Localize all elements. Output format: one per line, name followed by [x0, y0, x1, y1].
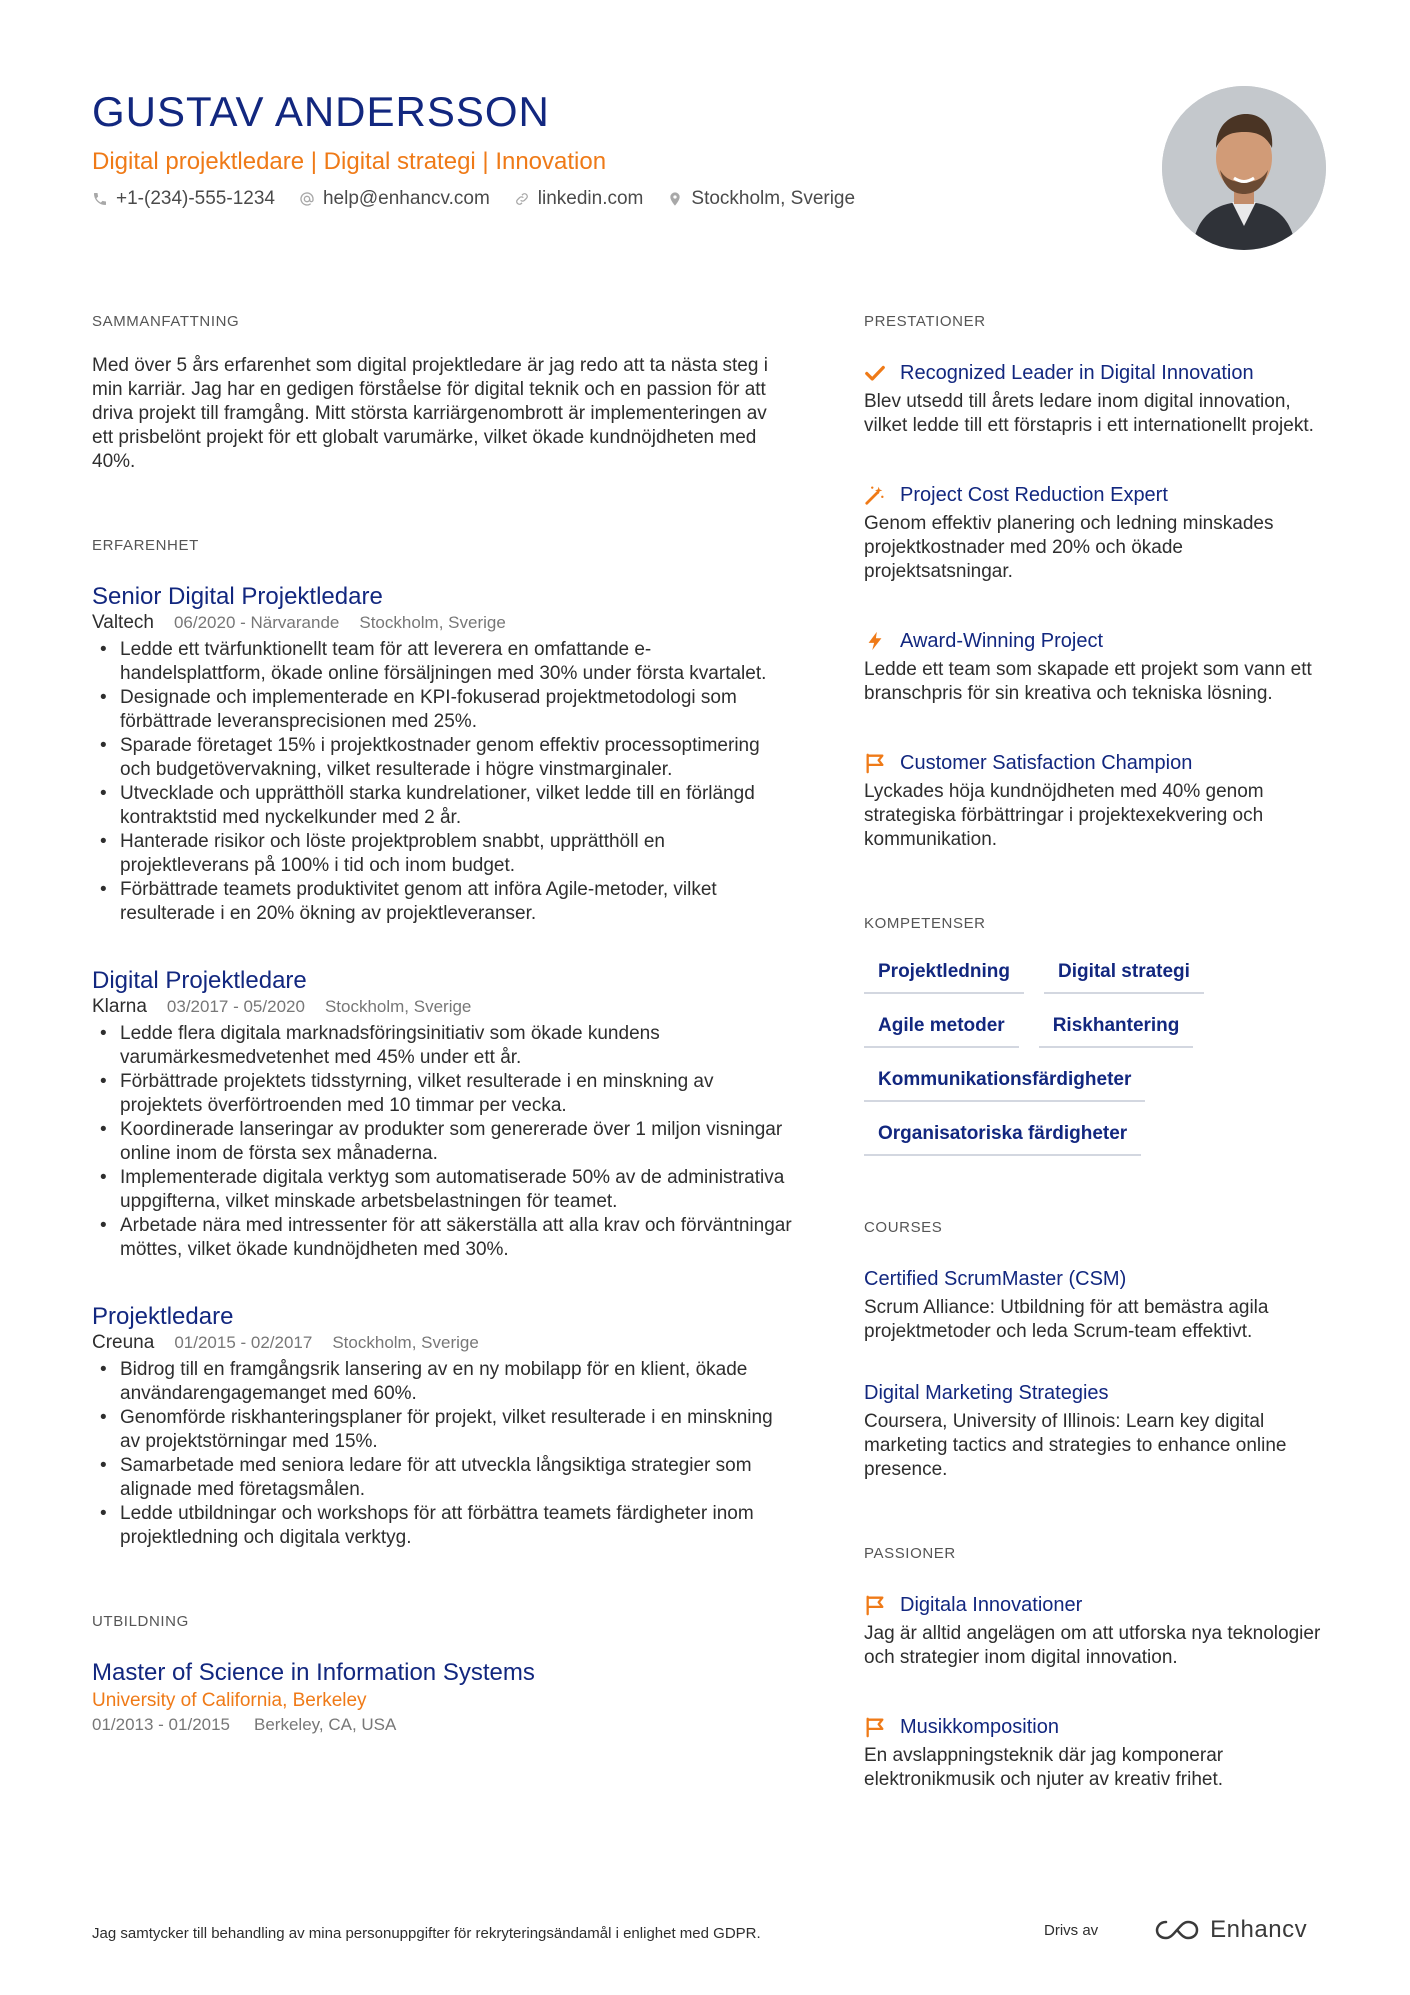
education-section [92, 1612, 792, 1736]
course-title: Certified ScrumMaster (CSM) [864, 1268, 1127, 1290]
job-bullet: • Samarbetade med seniora ledare för att utveckla långsiktiga strategier som alignade med företagsmålen. [92, 1454, 792, 1502]
contact-email[interactable] [299, 186, 490, 212]
contact-linkedin[interactable] [514, 186, 644, 212]
right-column [864, 312, 1324, 1792]
skills-section [864, 914, 1324, 1156]
job-company: Creuna [92, 1332, 155, 1353]
job-entry [92, 966, 792, 1262]
tagline: Digital projektledare | Digital strategi | Innovation [92, 148, 607, 175]
courses-section [864, 1218, 1324, 1482]
job-title: Senior Digital Projektledare [92, 583, 383, 610]
flag-icon [864, 752, 886, 774]
passion-desc: En avslappningsteknik där jag komponerar elektronikmusik och njuter av kreativ frihet. [864, 1745, 1224, 1790]
achievement-head [864, 360, 1324, 386]
skill-tags [864, 960, 1294, 1156]
achievement-head [864, 750, 1324, 776]
contact-phone [92, 186, 275, 212]
experience-section [92, 536, 792, 1550]
achievement-desc: Genom effektiv planering och ledning minskades projektkostnader med 20% och ökade projektsatsningar. [864, 513, 1274, 582]
job-bullet: • Implementerade digitala verktyg som automatiserade 50% av de administrativa uppgifterna, vilket minskade arbetsbelastningen för teamet. [92, 1166, 792, 1214]
footer-branding [1044, 1916, 1307, 1944]
powered-by-label: Drivs av [1044, 1921, 1099, 1939]
location-text: Stockholm, Sverige [691, 188, 856, 209]
skill-tag: Kommunikationsfärdigheter [864, 1068, 1145, 1102]
check-icon [864, 362, 886, 384]
job-meta [92, 1332, 792, 1354]
course-item [864, 1266, 1324, 1344]
job-bullet: • Förbättrade teamets produktivitet genom att införa Agile-metoder, vilket resulterade i en 20% ökning av projektleveranser. [92, 878, 792, 926]
phone-icon [92, 191, 108, 207]
achievement-item [864, 360, 1324, 438]
job-bullets [92, 1358, 792, 1550]
achievement-item [864, 628, 1324, 706]
section-title-passions: PASSIONER [864, 1545, 956, 1562]
passion-desc: Jag är alltid angelägen om att utforska nya teknologier och strategier inom digital innovation. [864, 1623, 1321, 1668]
section-title-education: UTBILDNING [92, 1613, 189, 1630]
education-location: Berkeley, CA, USA [254, 1715, 397, 1734]
job-bullet: • Hanterade risikor och löste projektproblem snabbt, upprätthöll en projektleverans på 100% i tid och inom budget. [92, 830, 792, 878]
infinity-logo-icon [1154, 1918, 1200, 1942]
course-desc: Coursera, University of Illinois: Learn key digital marketing tactics and strategies to enhance online presence. [864, 1411, 1287, 1480]
job-bullet: • Ledde utbildningar och workshops för att förbättra teamets färdigheter inom projektledning och digitala verktyg. [92, 1502, 792, 1550]
job-entry [92, 582, 792, 926]
job-bullets [92, 638, 792, 926]
lightning-icon [864, 630, 886, 652]
job-dates: 03/2017 - 05/2020 [166, 997, 305, 1016]
job-location: Stockholm, Sverige [332, 1333, 479, 1352]
passions-section [864, 1544, 1324, 1792]
achievement-title: Recognized Leader in Digital Innovation [900, 362, 1254, 384]
education-degree: Master of Science in Information Systems [92, 1659, 535, 1686]
job-company: Klarna [92, 996, 147, 1017]
passion-head [864, 1592, 1324, 1618]
profile-photo [1162, 86, 1326, 250]
candidate-name: GUSTAV ANDERSSON [92, 88, 550, 135]
job-title: Digital Projektledare [92, 967, 307, 994]
flag-icon [864, 1716, 886, 1738]
job-bullet: • Ledde ett tvärfunktionellt team för att leverera en omfattande e-handelsplattform, ökade online försäljningen med 30% under första kvartalet. [92, 638, 792, 686]
job-entry [92, 1302, 792, 1550]
section-title-skills: KOMPETENSER [864, 915, 986, 932]
section-title-experience: ERFARENHET [92, 537, 199, 554]
email-text[interactable]: help@enhancv.com [322, 188, 490, 209]
at-icon [299, 191, 315, 207]
job-bullet: • Utvecklade och upprätthöll starka kundrelationer, vilket ledde till en förlängd kontraktstid med nyckelkunder med 2 år. [92, 782, 792, 830]
enhancv-logo[interactable] [1154, 1916, 1307, 1944]
skill-tag: Organisatoriska färdigheter [864, 1122, 1141, 1156]
job-bullets [92, 1022, 792, 1262]
achievement-item [864, 750, 1324, 852]
job-dates: 06/2020 - Närvarande [173, 613, 340, 632]
section-title-courses: COURSES [864, 1219, 943, 1236]
course-item [864, 1380, 1324, 1482]
job-dates: 01/2015 - 02/2017 [174, 1333, 313, 1352]
achievement-title: Customer Satisfaction Champion [900, 752, 1193, 774]
achievements-section [864, 312, 1324, 852]
skill-tag: Digital strategi [1044, 960, 1204, 994]
skill-tag: Projektledning [864, 960, 1024, 994]
passion-item [864, 1592, 1324, 1670]
achievement-desc: Lyckades höja kundnöjdheten med 40% genom strategiska förbättringar i projektexekvering och kommunikation. [864, 781, 1264, 850]
job-meta [92, 612, 792, 634]
job-bullet: • Arbetade nära med intressenter för att säkerställa att alla krav och förväntningar möttes, vilket ökade kundnöjdheten med 30%. [92, 1214, 792, 1262]
linkedin-text[interactable]: linkedin.com [537, 188, 644, 209]
education-meta [92, 1714, 792, 1736]
job-bullet: • Bidrog till en framgångsrik lansering av en ny mobilapp för en klient, ökade användarengagemanget med 60%. [92, 1358, 792, 1406]
job-bullet: • Koordinerade lanseringar av produkter som genererade över 1 miljon visningar online inom de första sex månaderna. [92, 1118, 792, 1166]
contact-row [92, 186, 1142, 212]
job-location: Stockholm, Sverige [359, 613, 506, 632]
header [92, 86, 1142, 212]
achievement-title: Award-Winning Project [900, 630, 1104, 652]
course-desc: Scrum Alliance: Utbildning för att bemästra agila projektmetoder och leda Scrum-team effektivt. [864, 1297, 1269, 1342]
education-dates: 01/2013 - 01/2015 [92, 1715, 231, 1734]
job-meta [92, 996, 792, 1018]
skill-tag: Riskhantering [1039, 1014, 1194, 1048]
passion-title: Musikkomposition [900, 1716, 1059, 1738]
job-bullet: • Ledde flera digitala marknadsföringsinitiativ som ökade kundens varumärkesmedvetenhet med 45% under ett år. [92, 1022, 792, 1070]
job-bullet: • Förbättrade projektets tidsstyrning, vilket resulterade i en minskning av projektets överförtroenden med 10 timmar per vecka. [92, 1070, 792, 1118]
achievement-desc: Blev utsedd till årets ledare inom digital innovation, vilket ledde till ett förstapris i ett internationellt projekt. [864, 391, 1314, 436]
gdpr-consent: Jag samtycker till behandling av mina personuppgifter för rekryteringsändamål i enlighet med GDPR. [92, 1925, 761, 1942]
achievement-item [864, 482, 1324, 584]
magic-wand-icon [864, 484, 886, 506]
phone-text: +1-(234)-555-1234 [116, 188, 275, 209]
flag-icon [864, 1594, 886, 1616]
contact-location [667, 186, 855, 212]
job-bullet: • Designade och implementerade en KPI-fokuserad projektmetodologi som förbättrade leveransprecisionen med 25%. [92, 686, 792, 734]
summary-section [92, 312, 792, 474]
passion-item [864, 1714, 1324, 1792]
link-icon [514, 191, 530, 207]
left-column [92, 312, 792, 1736]
location-pin-icon [667, 191, 683, 207]
passion-title: Digitala Innovationer [900, 1594, 1083, 1616]
achievement-head [864, 628, 1324, 654]
job-title: Projektledare [92, 1303, 234, 1330]
education-school: University of California, Berkeley [92, 1690, 367, 1711]
achievement-desc: Ledde ett team som skapade ett projekt som vann ett branschpris för sin kreativa och tekniska lösning. [864, 659, 1312, 704]
job-company: Valtech [92, 612, 154, 633]
job-location: Stockholm, Sverige [324, 997, 472, 1016]
passion-head [864, 1714, 1324, 1740]
skill-tag: Agile metoder [864, 1014, 1019, 1048]
job-bullet: • Genomförde riskhanteringsplaner för projekt, vilket resulterade i en minskning av projektstörningar med 15%. [92, 1406, 792, 1454]
section-title-achievements: PRESTATIONER [864, 313, 986, 330]
job-bullet: • Sparade företaget 15% i projektkostnader genom effektiv processoptimering och budgetövervakning, vilket resulterade i högre vinstmarginaler. [92, 734, 792, 782]
achievement-title: Project Cost Reduction Expert [900, 484, 1168, 506]
summary-text: Med över 5 års erfarenhet som digital projektledare är jag redo att ta nästa steg i min karriär. Jag har en gedigen förståelse för digital teknik och en passion för att driva projekt till framgång. Mitt största karriärgenombrott är implementeringen av ett prisbelönt projekt för ett globalt varumärke, vilket ökade kundnöjdheten med 40%. [92, 355, 768, 472]
brand-name: Enhancv [1210, 1916, 1308, 1943]
course-title: Digital Marketing Strategies [864, 1382, 1109, 1404]
section-title-summary: SAMMANFATTNING [92, 313, 240, 330]
achievement-head [864, 482, 1324, 508]
